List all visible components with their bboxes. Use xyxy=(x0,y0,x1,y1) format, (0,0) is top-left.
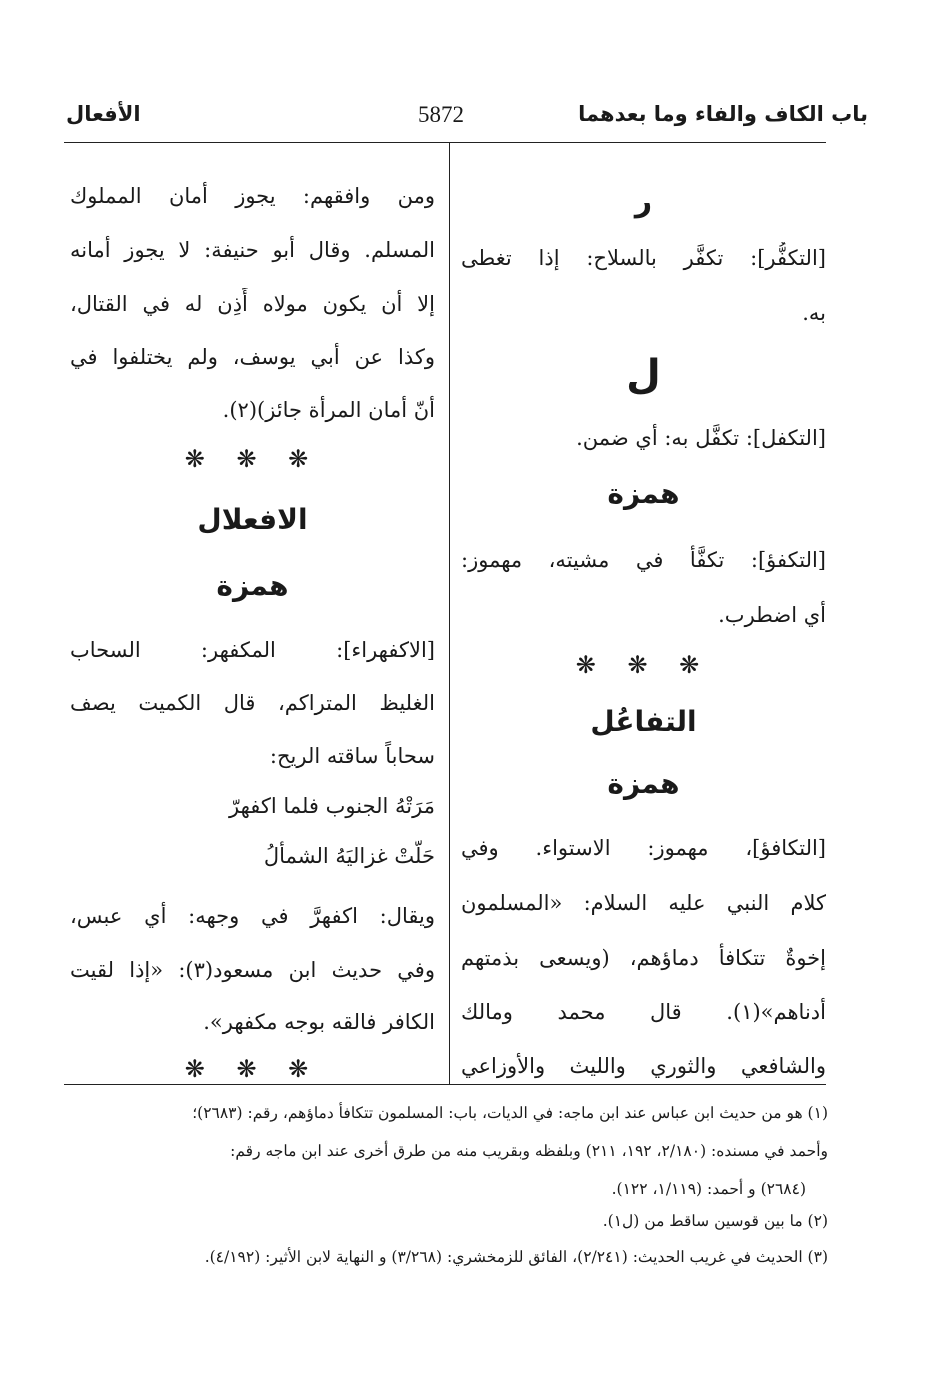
hamza-heading: همزة xyxy=(216,569,289,602)
body-line: المسلم. وقال أبو حنيفة: لا يجوز أمانه xyxy=(70,238,435,262)
body-line: الغليظ المتراكم، قال الكميت يصف xyxy=(70,691,435,715)
section-separator: ❋ ❋ ❋ xyxy=(184,1055,321,1083)
body-line: إلا أن يكون مولاه أَذِن له في القتال، xyxy=(70,292,435,316)
body-line: أدناهم»(١). قال محمد ومالك xyxy=(461,1000,826,1024)
body-line: أنّ أمان المرأة جائز)(٢). xyxy=(222,398,435,422)
entry-takaffur-line2: به. xyxy=(802,301,826,325)
body-line: وفي حديث ابن مسعود(٣): «إذا لقيت xyxy=(70,958,435,982)
letter-heading-l: ل xyxy=(626,352,661,398)
body-line: وكذا عن أبي يوسف، ولم يختلفوا في xyxy=(70,345,435,369)
running-head-left: الأفعال xyxy=(66,102,141,126)
footnote-line: وأحمد في مسنده: (٢/١٨٠، ١٩٢، ٢١١) وبلفظه وبقريب منه من طرق أخرى عند ابن ماجه رقم: xyxy=(230,1142,828,1160)
body-line: والشافعي والثوري والليث والأوزاعي xyxy=(461,1054,826,1078)
page-number: 5872 xyxy=(418,102,464,127)
body-line: الكافر فالقه بوجه مكفهر». xyxy=(203,1010,435,1034)
header-rule xyxy=(64,142,826,143)
letter-heading-r: ر xyxy=(634,184,653,219)
body-line: كلام النبي عليه السلام: «المسلمون xyxy=(461,891,826,915)
section-heading: الافعلال xyxy=(197,503,308,536)
footnote-line: (٢) ما بين قوسين ساقط من (ل١). xyxy=(602,1212,828,1230)
section-separator: ❋ ❋ ❋ xyxy=(575,651,712,679)
body-line: [الاكفهراء]: المكفهر: السحاب xyxy=(70,638,435,662)
entry-takaffur-line1: [التكفُّر]: تكفَّر بالسلاح: إذا تغطى xyxy=(461,246,826,270)
entry-takaffu-line2: أي اضطرب. xyxy=(718,603,826,627)
column-divider xyxy=(449,142,450,1084)
section-heading: التفاعُل xyxy=(590,705,697,738)
entry-takaffu-line1: [التكفؤ]: تكفَّأ في مشيته، مهموز: xyxy=(461,548,826,572)
footnote-line: (٣) الحديث في غريب الحديث: (٢/٢٤١)، الفائق للزمخشري: (٣/٢٦٨) و النهاية لابن الأثير: (٤/١٩٢). xyxy=(204,1248,828,1266)
footnote-line: (١) هو من حديث ابن عباس عند ابن ماجه: في الديات، باب: المسلمون تتكافأ دماؤهم، رقم: (٢٦٨٣)؛ xyxy=(192,1104,828,1122)
body-line: سحاباً ساقته الريح: xyxy=(269,744,435,768)
section-separator: ❋ ❋ ❋ xyxy=(184,445,321,473)
body-line: ويقال: اكفهرَّ في وجهه: أي عبس، xyxy=(70,904,435,928)
body-line: ومن وافقهم: يجوز أمان المملوك xyxy=(70,184,435,208)
running-head-right: باب الكاف والفاء وما بعدهما xyxy=(578,102,868,126)
verse-line: حَلَّتْ غزاليَهُ الشمألُ xyxy=(263,844,435,868)
footnote-rule xyxy=(64,1084,826,1085)
body-line: إخوةٌ تتكافأ دماؤهم، (ويسعى بذمتهم xyxy=(461,946,826,970)
hamza-heading: همزة xyxy=(607,767,680,800)
verse-line: مَرَتْهُ الجنوب فلما اكفهرّ xyxy=(229,794,435,818)
body-line: [التكافؤ]، مهموز: الاستواء. وفي xyxy=(461,836,826,860)
entry-takafful: [التكفل]: تكفَّل به: أي ضمن. xyxy=(576,426,826,450)
hamza-heading: همزة xyxy=(607,477,680,510)
footnote-line: (٢٦٨٤) و أحمد: (١/١١٩، ١٢٢). xyxy=(611,1180,806,1198)
